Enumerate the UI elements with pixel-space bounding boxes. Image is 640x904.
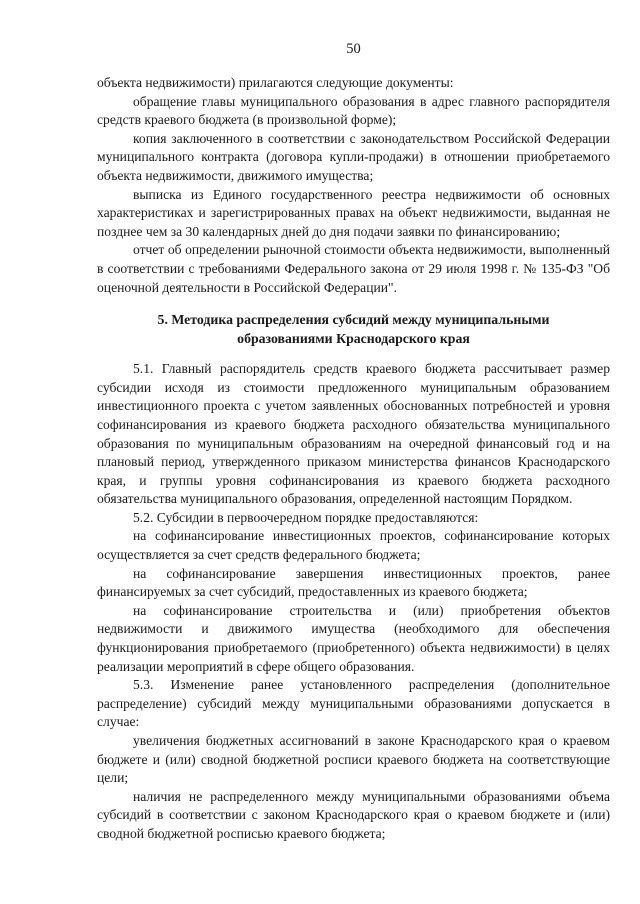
- paragraph: на софинансирование строительства и (или) приобретения объектов недвижимости и движимого имущества (необходимого для обеспечения функционирования приобретаемого (приобретенного) объекта недвижимости) в целях реализации мероприятий в сфере общего образования.: [97, 602, 610, 674]
- paragraph: объекта недвижимости) прилагаются следующие документы:: [97, 75, 454, 90]
- paragraph: выписка из Единого государственного реестра недвижимости об основных характеристиках и зарегистрированных правах на объект недвижимости, выданная не позднее чем за 30 календарных дней до дня подачи заявки по финансированию;: [97, 186, 610, 239]
- paragraph: на софинансирование завершения инвестиционных проектов, ранее финансируемых за счет субсидий, предоставленных из краевого бюджета;: [97, 565, 610, 600]
- page-number: 50: [346, 41, 361, 57]
- section-title-line: 5. Методика распределения субсидий между муниципальными: [157, 312, 550, 328]
- paragraph: обращение главы муниципального образования в адрес главного распорядителя средств краевого бюджета (в произвольной форме);: [97, 93, 610, 128]
- document-page: [97, 40, 610, 844]
- section-title-line: образованиями Краснодарского края: [237, 331, 470, 347]
- paragraph: 5.2. Субсидии в первоочередном порядке предоставляются:: [133, 509, 479, 525]
- paragraph: увеличения бюджетных ассигнований в законе Краснодарского края о краевом бюджете и (или) сводной бюджетной росписи краевого бюджета на соответствующие цели;: [97, 733, 610, 786]
- paragraph: на софинансирование инвестиционных проектов, софинансирование которых осуществляется за счет средств федерального бюджета;: [97, 528, 610, 563]
- body-text-top: [97, 74, 610, 297]
- body-text-bottom: [97, 360, 610, 843]
- paragraph: копия заключенного в соответствии с законодательством Российской Федерации муниципального контракта (договора купли-продажи) в отношении приобретаемого объекта недвижимости, движимого имущества;: [97, 130, 610, 183]
- section-title: [97, 310, 610, 348]
- paragraph: наличия не распределенного между муниципальными образованиями объема субсидий в соответствии с законом Краснодарского края о краевом бюджете и (или) сводной бюджетной росписью краевого бюджета;: [97, 788, 610, 841]
- paragraph: 5.3. Изменение ранее установленного распределения (дополнительное распределение) субсидий между муниципальными образованиями допускается в случае:: [97, 677, 610, 730]
- paragraph: отчет об определении рыночной стоимости объекта недвижимости, выполненный в соответствии с требованиями Федерального закона от 29 июля 1998 г. № 135-ФЗ "Об оценочной деятельности в Российской Федерации".: [97, 242, 610, 295]
- paragraph: 5.1. Главный распорядитель средств краевого бюджета рассчитывает размер субсидии исходя из стоимости предложенного муниципальным образованием инвестиционного проекта с учетом заявленных обоснованных потребностей и уровня софинансирования из краевого бюджета расходного обязательства муниципального образования по муниципальным образованиям на очередной финансовый год и на плановый период, утвержденного приказом министерства финансов Краснодарского края, и группы уровня софинансирования из краевого бюджета расходного обязательства муниципального образования, определенной настоящим Порядком.: [97, 361, 610, 507]
